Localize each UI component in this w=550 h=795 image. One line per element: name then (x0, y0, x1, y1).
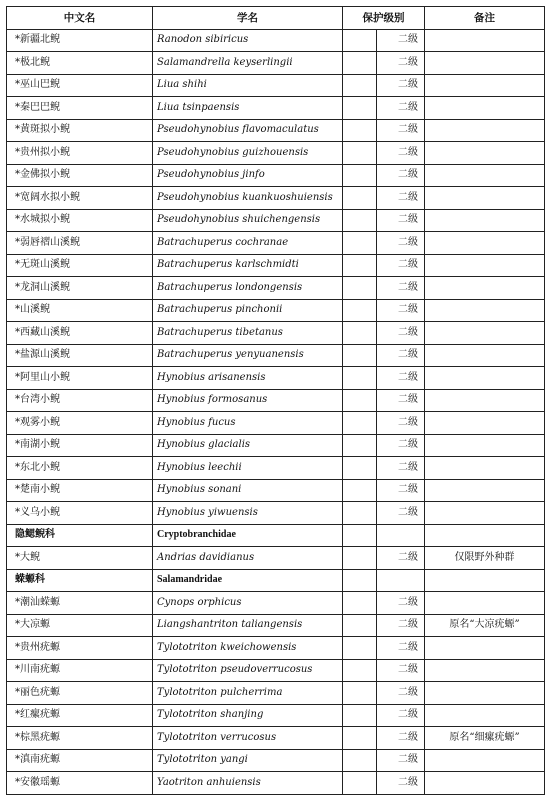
protection-level-cell: 二级 (377, 232, 425, 255)
chinese-name-cell: *丽色疣螈 (7, 682, 153, 705)
chinese-name-cell: *潮汕蝾螈 (7, 592, 153, 615)
family-row (7, 569, 545, 592)
chinese-name-cell: *无斑山溪鲵 (7, 254, 153, 277)
note-cell (425, 592, 545, 615)
scientific-name-cell: Tylototriton shanjing (153, 704, 343, 727)
protection-level-cell: 二级 (377, 322, 425, 345)
scientific-name-cell: Tylototriton pulcherrima (153, 682, 343, 705)
table-row (7, 119, 545, 142)
scientific-name-cell: Yaotriton anhuiensis (153, 772, 343, 795)
protection-level-cell: 二级 (377, 434, 425, 457)
chinese-name-cell: *滇南疣螈 (7, 749, 153, 772)
note-cell (425, 569, 545, 592)
scientific-name-cell: Andrias davidianus (153, 547, 343, 570)
table-row (7, 434, 545, 457)
scientific-name-cell: Batrachuperus karlschmidti (153, 254, 343, 277)
note-cell: 仅限野外种群 (425, 547, 545, 570)
chinese-name-cell: *龙洞山溪鲵 (7, 277, 153, 300)
scientific-name-cell: Pseudohynobius guizhouensis (153, 142, 343, 165)
note-cell (425, 119, 545, 142)
chinese-name-cell: *阿里山小鲵 (7, 367, 153, 390)
level-blank-cell (343, 502, 377, 525)
protection-level-cell: 二级 (377, 727, 425, 750)
level-blank-cell (343, 52, 377, 75)
protection-level-cell: 二级 (377, 29, 425, 52)
note-cell (425, 209, 545, 232)
level-blank-cell (343, 254, 377, 277)
protection-level-cell: 二级 (377, 277, 425, 300)
scientific-name-cell: Batrachuperus pinchonii (153, 299, 343, 322)
level-blank-cell (343, 367, 377, 390)
level-blank-cell (343, 749, 377, 772)
table-row (7, 479, 545, 502)
level-blank-cell (343, 569, 377, 592)
chinese-name-cell: *观雾小鲵 (7, 412, 153, 435)
species-table-wrapper (6, 6, 544, 795)
note-cell: 原名“细瘰疣螈” (425, 727, 545, 750)
table-row (7, 344, 545, 367)
level-blank-cell (343, 277, 377, 300)
table-header-row (7, 7, 545, 30)
table-row (7, 727, 545, 750)
note-cell (425, 142, 545, 165)
scientific-name-cell: Batrachuperus tibetanus (153, 322, 343, 345)
scientific-name-cell: Hynobius fucus (153, 412, 343, 435)
table-row (7, 164, 545, 187)
chinese-name-cell: *弱唇褶山溪鲵 (7, 232, 153, 255)
scientific-name-cell: Tylototriton verrucosus (153, 727, 343, 750)
chinese-name-cell: *大凉螈 (7, 614, 153, 637)
chinese-name-cell: *山溪鲵 (7, 299, 153, 322)
protection-level-cell: 二级 (377, 659, 425, 682)
header-scientific-name: 学名 (153, 7, 343, 30)
scientific-name-cell: Tylototriton kweichowensis (153, 637, 343, 660)
protection-level-cell: 二级 (377, 52, 425, 75)
note-cell (425, 637, 545, 660)
level-blank-cell (343, 97, 377, 120)
chinese-name-cell: *黄斑拟小鲵 (7, 119, 153, 142)
chinese-name-cell: *楚南小鲵 (7, 479, 153, 502)
scientific-name-cell: Hynobius leechii (153, 457, 343, 480)
level-blank-cell (343, 637, 377, 660)
protection-level-cell: 二级 (377, 389, 425, 412)
level-blank-cell (343, 592, 377, 615)
protection-level-cell: 二级 (377, 187, 425, 210)
scientific-name-cell: Pseudohynobius shuichengensis (153, 209, 343, 232)
chinese-name-cell: *东北小鲵 (7, 457, 153, 480)
note-cell (425, 479, 545, 502)
level-blank-cell (343, 614, 377, 637)
protection-level-cell: 二级 (377, 209, 425, 232)
table-row (7, 637, 545, 660)
note-cell (425, 277, 545, 300)
note-cell (425, 74, 545, 97)
note-cell (425, 389, 545, 412)
chinese-name-cell: *川南疣螈 (7, 659, 153, 682)
level-blank-cell (343, 659, 377, 682)
table-row (7, 682, 545, 705)
table-row (7, 254, 545, 277)
species-table (6, 6, 545, 795)
chinese-name-cell: *南湖小鲵 (7, 434, 153, 457)
level-blank-cell (343, 389, 377, 412)
note-cell (425, 659, 545, 682)
chinese-name-cell: *红瘰疣螈 (7, 704, 153, 727)
protection-level-cell: 二级 (377, 412, 425, 435)
note-cell (425, 434, 545, 457)
level-blank-cell (343, 479, 377, 502)
scientific-name-cell: Hynobius glacialis (153, 434, 343, 457)
chinese-name-cell: *大鲵 (7, 547, 153, 570)
scientific-name-cell: Hynobius yiwuensis (153, 502, 343, 525)
table-row (7, 502, 545, 525)
protection-level-cell: 二级 (377, 164, 425, 187)
scientific-name-cell: Hynobius arisanensis (153, 367, 343, 390)
table-row (7, 457, 545, 480)
note-cell (425, 254, 545, 277)
level-blank-cell (343, 547, 377, 570)
level-blank-cell (343, 412, 377, 435)
chinese-name-cell: *极北鲵 (7, 52, 153, 75)
level-blank-cell (343, 344, 377, 367)
protection-level-cell: 二级 (377, 97, 425, 120)
table-row (7, 412, 545, 435)
chinese-name-cell: *棕黑疣螈 (7, 727, 153, 750)
note-cell (425, 52, 545, 75)
protection-level-cell: 二级 (377, 457, 425, 480)
chinese-name-cell: *金佛拟小鲵 (7, 164, 153, 187)
note-cell (425, 457, 545, 480)
table-row (7, 772, 545, 795)
scientific-name-cell: Tylototriton pseudoverrucosus (153, 659, 343, 682)
note-cell (425, 97, 545, 120)
protection-level-cell (377, 569, 425, 592)
level-blank-cell (343, 164, 377, 187)
note-cell: 原名“大凉疣螈” (425, 614, 545, 637)
scientific-name-cell: Cryptobranchidae (153, 524, 343, 547)
protection-level-cell: 二级 (377, 637, 425, 660)
chinese-name-cell: 蝾螈科 (7, 569, 153, 592)
note-cell (425, 344, 545, 367)
chinese-name-cell: *新疆北鲵 (7, 29, 153, 52)
note-cell (425, 299, 545, 322)
protection-level-cell: 二级 (377, 299, 425, 322)
table-row (7, 322, 545, 345)
note-cell (425, 704, 545, 727)
level-blank-cell (343, 457, 377, 480)
header-protection-level: 保护级别 (343, 7, 425, 30)
protection-level-cell: 二级 (377, 749, 425, 772)
scientific-name-cell: Tylototriton yangi (153, 749, 343, 772)
scientific-name-cell: Batrachuperus yenyuanensis (153, 344, 343, 367)
note-cell (425, 749, 545, 772)
level-blank-cell (343, 772, 377, 795)
protection-level-cell: 二级 (377, 682, 425, 705)
table-row (7, 29, 545, 52)
scientific-name-cell: Cynops orphicus (153, 592, 343, 615)
protection-level-cell: 二级 (377, 344, 425, 367)
table-row (7, 592, 545, 615)
protection-level-cell: 二级 (377, 592, 425, 615)
protection-level-cell: 二级 (377, 704, 425, 727)
protection-level-cell: 二级 (377, 614, 425, 637)
header-chinese-name: 中文名 (7, 7, 153, 30)
scientific-name-cell: Hynobius formosanus (153, 389, 343, 412)
table-row (7, 232, 545, 255)
table-row (7, 749, 545, 772)
note-cell (425, 524, 545, 547)
protection-level-cell: 二级 (377, 142, 425, 165)
chinese-name-cell: *巫山巴鲵 (7, 74, 153, 97)
chinese-name-cell: *水城拟小鲵 (7, 209, 153, 232)
table-row (7, 659, 545, 682)
table-row (7, 277, 545, 300)
note-cell (425, 367, 545, 390)
scientific-name-cell: Liua shihi (153, 74, 343, 97)
chinese-name-cell: *贵州拟小鲵 (7, 142, 153, 165)
scientific-name-cell: Pseudohynobius jinfo (153, 164, 343, 187)
level-blank-cell (343, 29, 377, 52)
scientific-name-cell: Batrachuperus londongensis (153, 277, 343, 300)
family-row (7, 524, 545, 547)
level-blank-cell (343, 142, 377, 165)
chinese-name-cell: *安徽瑶螈 (7, 772, 153, 795)
chinese-name-cell: *盐源山溪鲵 (7, 344, 153, 367)
chinese-name-cell: *秦巴巴鲵 (7, 97, 153, 120)
scientific-name-cell: Pseudohynobius kuankuoshuiensis (153, 187, 343, 210)
table-row (7, 187, 545, 210)
scientific-name-cell: Ranodon sibiricus (153, 29, 343, 52)
level-blank-cell (343, 704, 377, 727)
table-row (7, 209, 545, 232)
level-blank-cell (343, 322, 377, 345)
chinese-name-cell: *义乌小鲵 (7, 502, 153, 525)
level-blank-cell (343, 232, 377, 255)
protection-level-cell: 二级 (377, 772, 425, 795)
table-row (7, 389, 545, 412)
scientific-name-cell: Salamandrella keyserlingii (153, 52, 343, 75)
note-cell (425, 29, 545, 52)
note-cell (425, 232, 545, 255)
chinese-name-cell: 隐鳃鲵科 (7, 524, 153, 547)
note-cell (425, 187, 545, 210)
scientific-name-cell: Pseudohynobius flavomaculatus (153, 119, 343, 142)
scientific-name-cell: Salamandridae (153, 569, 343, 592)
level-blank-cell (343, 727, 377, 750)
protection-level-cell: 二级 (377, 479, 425, 502)
note-cell (425, 322, 545, 345)
protection-level-cell: 二级 (377, 254, 425, 277)
note-cell (425, 502, 545, 525)
table-row (7, 52, 545, 75)
protection-level-cell: 二级 (377, 119, 425, 142)
note-cell (425, 772, 545, 795)
scientific-name-cell: Liua tsinpaensis (153, 97, 343, 120)
table-row (7, 299, 545, 322)
chinese-name-cell: *宽阔水拟小鲵 (7, 187, 153, 210)
note-cell (425, 412, 545, 435)
protection-level-cell: 二级 (377, 547, 425, 570)
note-cell (425, 682, 545, 705)
scientific-name-cell: Batrachuperus cochranae (153, 232, 343, 255)
table-body (7, 29, 545, 794)
note-cell (425, 164, 545, 187)
table-row (7, 74, 545, 97)
table-row (7, 704, 545, 727)
level-blank-cell (343, 74, 377, 97)
level-blank-cell (343, 209, 377, 232)
level-blank-cell (343, 119, 377, 142)
table-row (7, 614, 545, 637)
table-row (7, 367, 545, 390)
scientific-name-cell: Hynobius sonani (153, 479, 343, 502)
chinese-name-cell: *西藏山溪鲵 (7, 322, 153, 345)
protection-level-cell: 二级 (377, 502, 425, 525)
protection-level-cell: 二级 (377, 367, 425, 390)
chinese-name-cell: *贵州疣螈 (7, 637, 153, 660)
level-blank-cell (343, 434, 377, 457)
protection-level-cell (377, 524, 425, 547)
level-blank-cell (343, 524, 377, 547)
table-row (7, 547, 545, 570)
level-blank-cell (343, 299, 377, 322)
table-row (7, 97, 545, 120)
table-row (7, 142, 545, 165)
protection-level-cell: 二级 (377, 74, 425, 97)
level-blank-cell (343, 187, 377, 210)
scientific-name-cell: Liangshantriton taliangensis (153, 614, 343, 637)
level-blank-cell (343, 682, 377, 705)
header-note: 备注 (425, 7, 545, 30)
chinese-name-cell: *台湾小鲵 (7, 389, 153, 412)
